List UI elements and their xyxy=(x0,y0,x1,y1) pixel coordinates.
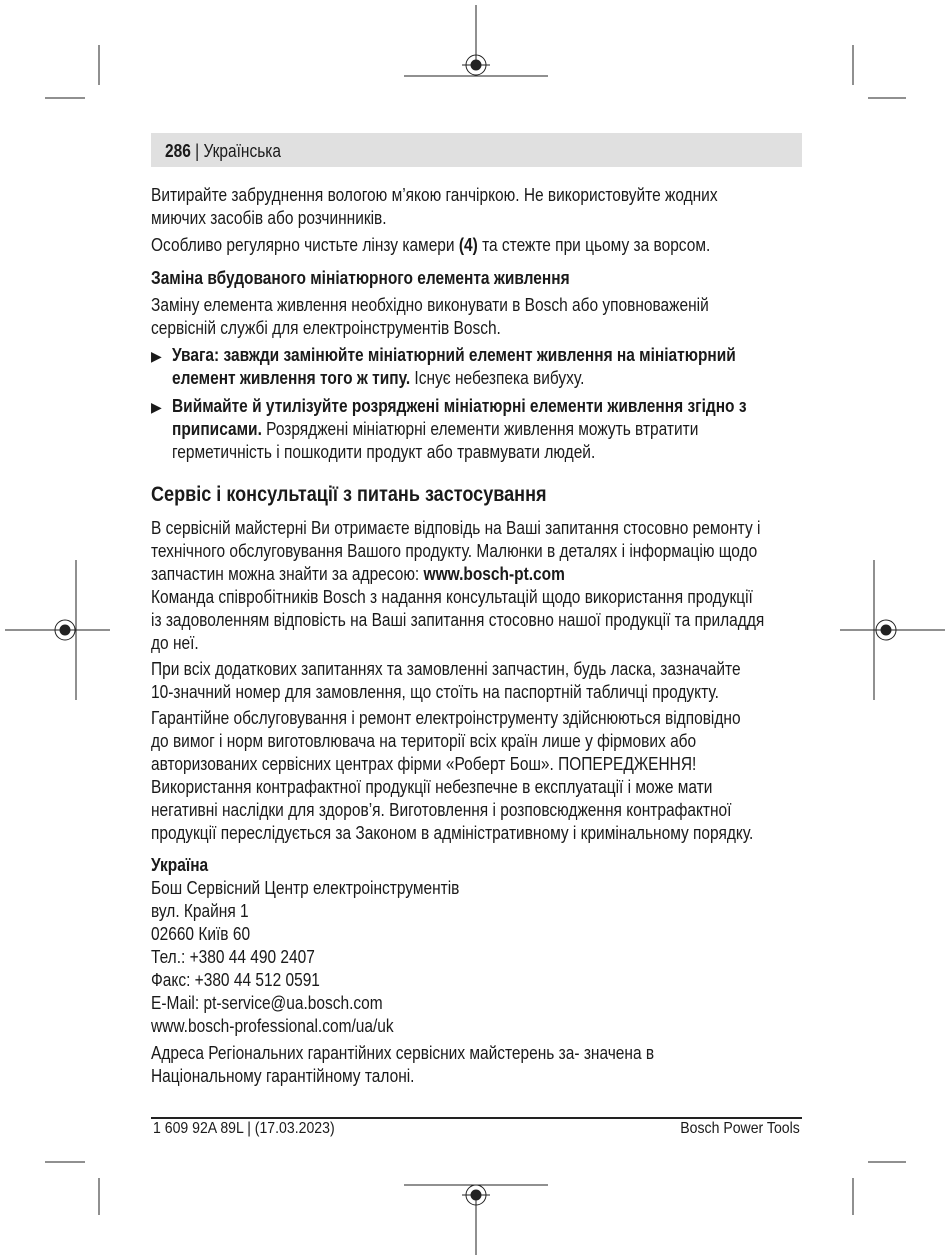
paragraph-regional: Адреса Регіональних гарантійних сервісних майстерень за- значена в Національному гарантійному талоні. xyxy=(151,1043,655,1086)
page-number: 286 xyxy=(165,141,191,161)
section-language: Українська xyxy=(203,141,281,161)
footer-brand: Bosch Power Tools xyxy=(680,1120,800,1137)
paragraph-cleaning: Витирайте забруднення вологою м’якою ганчіркою. Не використовуйте жодних миючих засобів або розчинників. xyxy=(151,185,718,228)
page-header: 286 | Українська xyxy=(151,133,802,167)
footer-rule xyxy=(151,1117,802,1119)
heading-battery-replacement: Заміна вбудованого мініатюрного елемента живлення xyxy=(151,268,570,288)
footer-doc-id: 1 609 92A 89L | (17.03.2023) xyxy=(153,1120,335,1137)
bullet-icon: ▶ xyxy=(151,399,162,415)
warning-bullet-2: Виймайте й утилізуйте розряджені мініатюрні елементи живлення згідно з приписами. Розряджені мініатюрні елементи живлення можуть втратити герметичність і пошкодити продукт або травмувати людей. xyxy=(172,396,747,462)
paragraph-lens: Особливо регулярно чистьте лінзу камери (4) та стежте при цьому за ворсом. xyxy=(151,235,711,255)
paragraph-service: В сервісній майстерні Ви отримаєте відповідь на Ваші запитання стосовно ремонту і технічного обслуговування Вашого продукту. Малюнки в деталях і інформацію щодо запчастин можна знайти за адресою: www.bosch-pt.com Команда співробітників Bosch з надання консультацій щодо використання продукції із задоволенням відповість на Ваші запитання стосовно нашої продукції та приладдя до неї. xyxy=(151,518,765,653)
bosch-pt-link[interactable]: www.bosch-pt.com xyxy=(423,564,565,584)
warning-bullet-1: Увага: завжди замінюйте мініатюрний елемент живлення на мініатюрний елемент живлення того ж типу. Існує небезпека вибуху. xyxy=(172,345,736,388)
paragraph-spare-parts: При всіх додаткових запитаннях та замовленні запчастин, будь ласка, зазначайте 10‑значний номер для замовлення, що стоїть на паспортній табличці продукту. xyxy=(151,659,741,702)
heading-service: Сервіс і консультації з питань застосування xyxy=(151,483,547,506)
contact-country: Україна xyxy=(151,855,209,875)
contact-website[interactable]: www.bosch-professional.com/ua/uk xyxy=(151,1016,394,1036)
contact-email[interactable]: E-Mail: pt-service@ua.bosch.com xyxy=(151,993,383,1013)
paragraph-battery: Заміну елемента живлення необхідно виконувати в Bosch або уповноваженій сервісній службі для електроінструментів Bosch. xyxy=(151,295,709,338)
bullet-icon: ▶ xyxy=(151,348,162,364)
contact-block: Україна Бош Сервісний Центр електроінструментів вул. Крайня 1 02660 Київ 60 Тел.: +380 44 490 2407 Факс: +380 44 512 0591 E-Mail: pt-service@ua.bosch.com www.bosch-professional.com/ua/uk xyxy=(151,855,460,1036)
paragraph-warranty: Гарантійне обслуговування і ремонт електроінструменту здійснюються відповідно до вимог і норм виготовлювача на території всіх країн лише у фірмових або авторизованих сервісних центрах фірми «Роберт Бош». ПОПЕРЕДЖЕННЯ! Використання контрафактної продукції небезпечне в експлуатації і може мати негативні наслідки для здоров’я. Виготовлення і розповсюдження контрафактної продукції переслідується за Законом в адміністративному і кримінальному порядку. xyxy=(151,708,754,843)
